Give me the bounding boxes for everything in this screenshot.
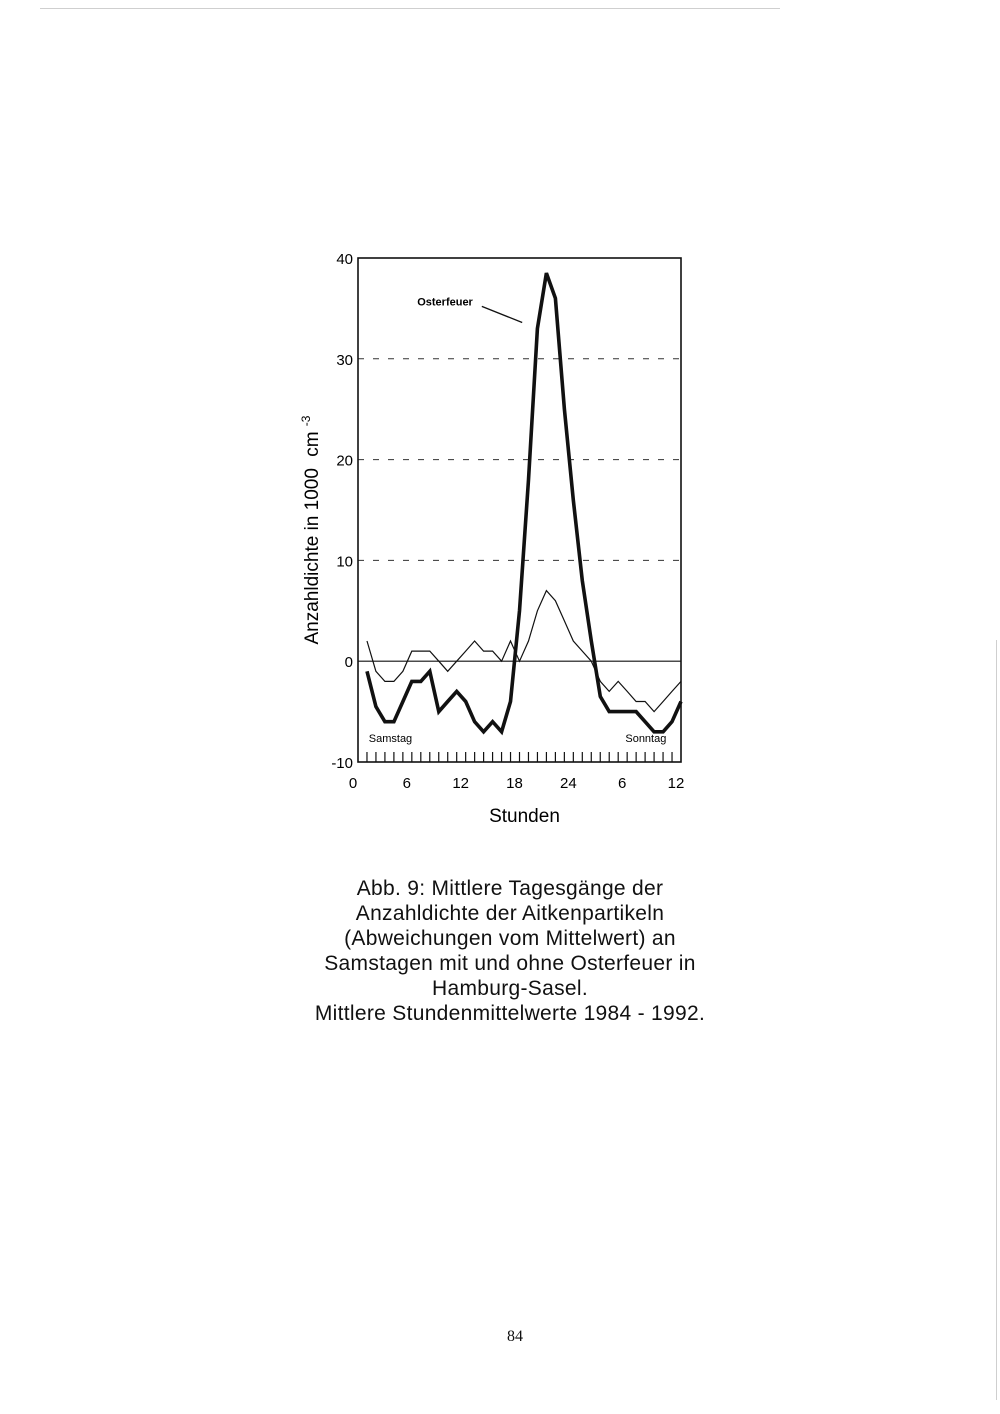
grid-lines <box>358 359 681 561</box>
series-lines <box>367 273 681 732</box>
caption-line: Mittlere Stundenmittelwerte 1984 - 1992. <box>314 1002 706 1025</box>
y-tick-label: 10 <box>336 553 353 571</box>
x-tick-label: 24 <box>559 775 577 792</box>
x-tick-labels <box>349 775 685 792</box>
osterfeuer-annotation: Osterfeuer <box>417 296 473 309</box>
series-line-ohne-osterfeuer <box>367 591 681 712</box>
x-tick-label: 0 <box>348 775 358 792</box>
x-tick-label: 12 <box>452 775 470 792</box>
y-axis-unit: cm <box>302 431 323 457</box>
y-tick-label: 40 <box>336 251 353 268</box>
y-axis-unit-exponent: -3 <box>299 415 313 427</box>
y-tick-labels <box>331 251 353 772</box>
figure-caption <box>250 876 770 1026</box>
x-tick-label: 6 <box>617 775 627 792</box>
y-axis-label-text: Anzahldichte in 1000 <box>302 468 323 645</box>
caption-line: (Abweichungen vom Mittelwert) an <box>344 927 676 950</box>
page-number: 84 <box>507 1328 523 1345</box>
plot-frame <box>358 258 681 762</box>
osterfeuer-pointer-line <box>482 306 522 322</box>
day-label-samstag: Samstag <box>368 733 413 745</box>
y-axis-label <box>299 415 323 644</box>
x-tick-label: 6 <box>402 775 412 792</box>
caption-line: Anzahldichte der Aitkenpartikeln <box>355 902 665 925</box>
x-tick-marks <box>367 752 672 762</box>
caption-line: Abb. 9: Mittlere Tagesgänge der <box>356 877 664 900</box>
y-tick-label: 0 <box>344 654 353 672</box>
caption-line: Samstagen mit und ohne Osterfeuer in <box>324 952 696 975</box>
caption-line: Hamburg-Sasel. <box>432 977 588 1000</box>
y-tick-label: 20 <box>336 452 353 470</box>
series-line-osterfeuer <box>367 273 681 732</box>
x-tick-label: 12 <box>667 775 685 792</box>
x-tick-label: 18 <box>506 775 523 792</box>
day-label-sonntag: Sonntag <box>625 733 667 745</box>
x-axis-label: Stunden <box>489 806 560 827</box>
y-tick-label: 30 <box>336 351 353 369</box>
y-tick-label: -10 <box>331 755 353 772</box>
